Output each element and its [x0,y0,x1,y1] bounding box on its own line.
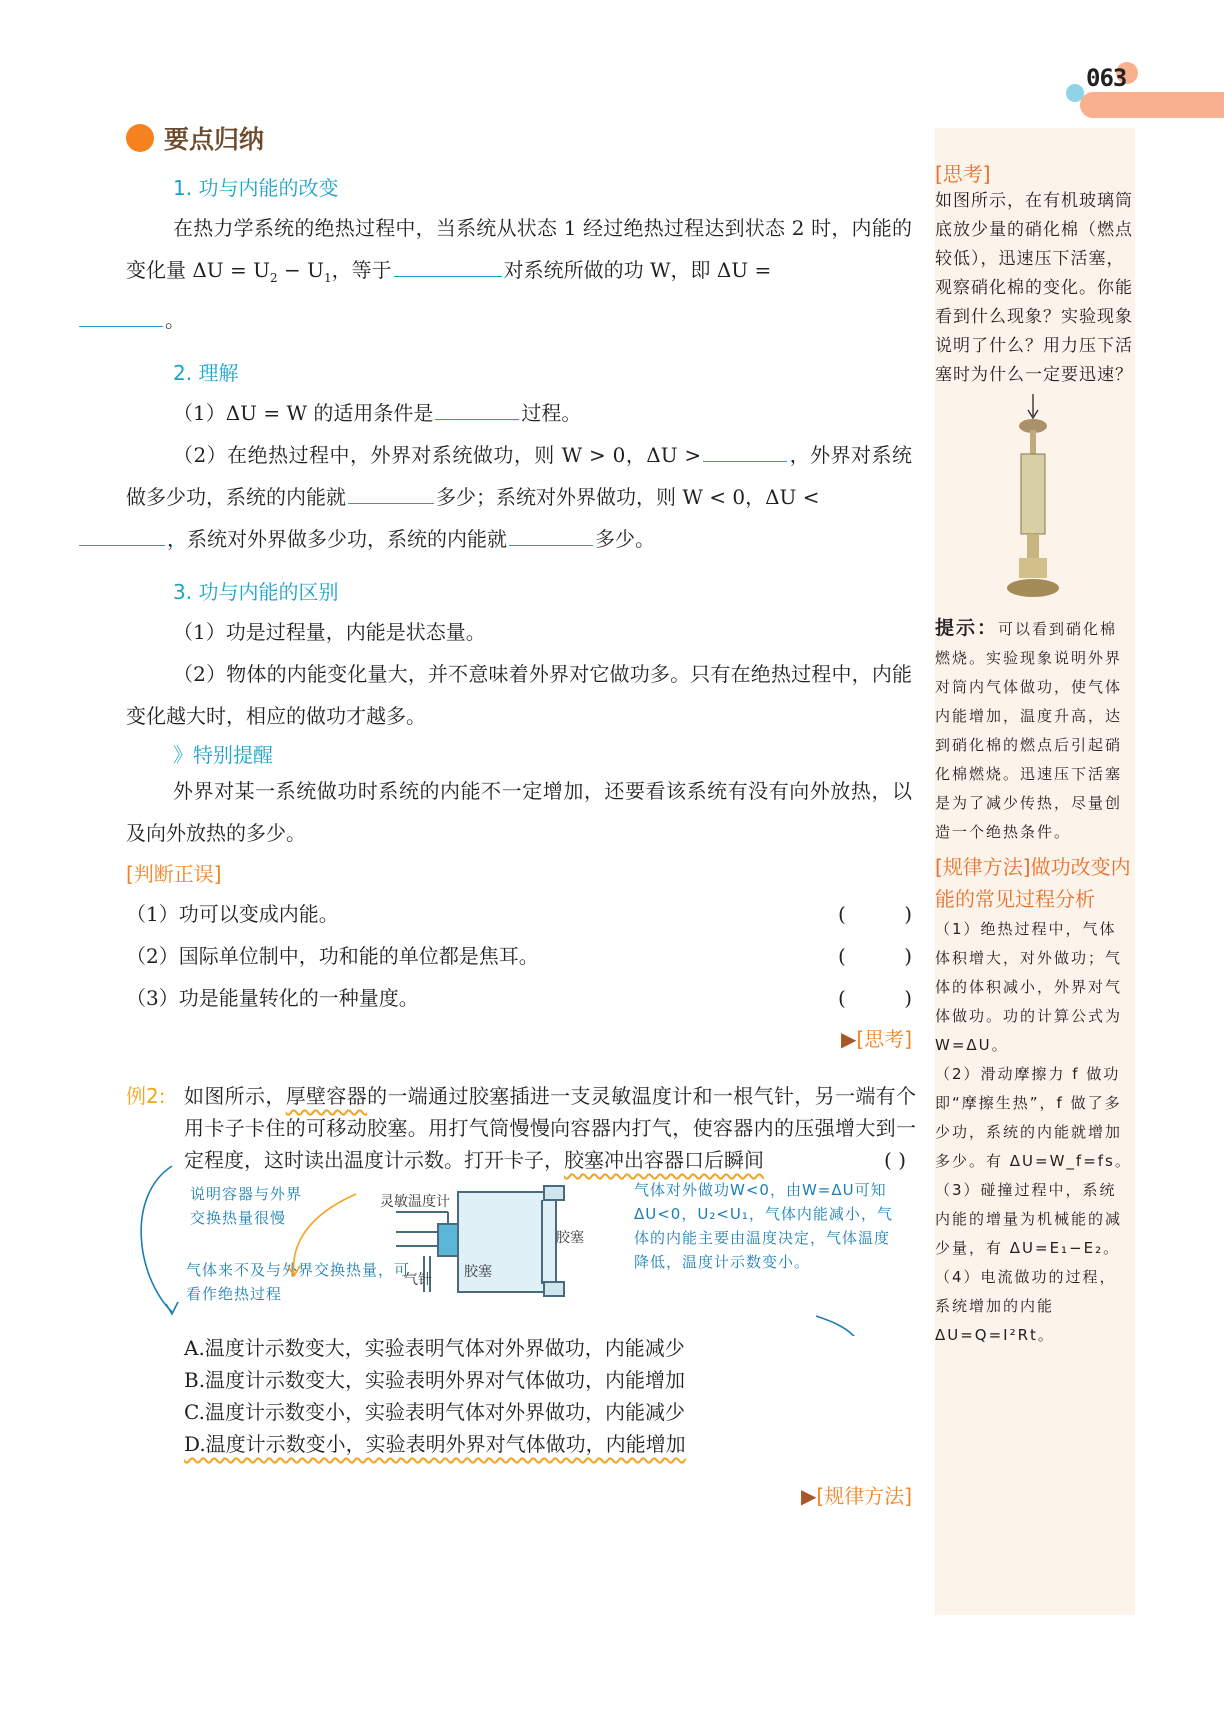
example-question: 如图所示，厚壁容器的一端通过胶塞插进一支灵敏温度计和一根气针，另一端有个用卡子卡住的可移动胶塞。用打气筒慢慢向容器内打气，使容器内的压强增大到一定程度，这时读出温度计示数。打开卡子，胶塞冲出容器口后瞬间 ( ) [184,1080,916,1176]
main-content [126,120,912,1052]
understanding-line-2: （2）在绝热过程中，外界对系统做功，则 W > 0，ΔU > ，外界对系统做多少功，系统的内能就 多少；系统对外界做功，则 W < 0，ΔU < ，系统对外界做多少功，系统的内能就 多少。 [126,434,912,560]
fill-blank[interactable] [703,460,787,462]
play-triangle-icon: ▶ [841,1027,857,1051]
sidebar-rule-item: （1）绝热过程中，气体体积增大，对外做功；气体的体积减小，外界对气体做功。功的计算公式为 W=ΔU。 [935,920,1123,1054]
play-triangle-icon: ▶ [801,1484,817,1508]
judge-item: （1）功可以变成内能。 ( ) [126,893,912,935]
judge-item: （3）功是能量转化的一种量度。 ( ) [126,977,912,1019]
container-diagram [366,1184,596,1304]
understanding-line-1: （1）ΔU = W 的适用条件是 过程。 [173,401,582,425]
fire-syringe-illustration [935,390,1133,610]
sidebar-rule-item: （2）滑动摩擦力 f 做功即“摩擦生热”，f 做了多少功，系统的内能就增加多少。有 ΔU=W_f=fs。 [935,1065,1132,1170]
difference-line-1: （1）功是过程量，内能是状态量。 [173,620,486,644]
sidebar-rule-item: （3）碰撞过程中，系统内能的增量为机械能的减少量，有 ΔU=E₁−E₂。 [935,1181,1123,1257]
fill-blank[interactable] [435,418,519,420]
sidebar-hint: 提示：可以看到硝化棉燃烧。实验现象说明外界对筒内气体做功，使气体内能增加，温度升高，达到硝化棉的燃点后引起硝化棉燃烧。迅速压下活塞是为了减少传热，尽量创造一个绝热条件。 [935,617,1123,841]
label-thermometer: 灵敏温度计 [380,1194,450,1210]
subheading-3: 3. 功与内能的区别 [173,580,339,604]
sidebar-rule-item: （4）电流做功的过程，系统增加的内能 ΔU=Q=I²Rt。 [935,1268,1117,1344]
note-right: 气体对外做功W<0，由W=ΔU可知ΔU<0，U₂<U₁，气体内能减小，气体的内能主要由温度决定，气体温度降低，温度计示数变小。 [634,1181,893,1271]
answer-paren[interactable]: ( ) [884,1148,906,1172]
bullet-dot-icon [126,124,154,152]
special-reminder-text: 外界对某一系统做功时系统的内能不一定增加，还要看该系统有没有向外放热，以及向外放热的多少。 [126,779,912,845]
label-needle: 气针 [404,1272,432,1288]
option-b[interactable]: B.温度计示数变大，实验表明外界对气体做功，内能增加 [184,1368,686,1392]
fill-blank[interactable] [79,325,163,327]
example-label: 例2: [126,1084,166,1108]
label-stopper-right: 胶塞 [556,1230,584,1246]
label-stopper-left: 胶塞 [464,1264,492,1280]
fill-blank[interactable] [394,275,502,277]
judge-item: （2）国际单位制中，功和能的单位都是焦耳。 ( ) [126,935,912,977]
example-block [126,1080,916,1512]
sidebar-rule-title: [规律方法]做功改变内能的常见过程分析 [935,855,1131,911]
sidebar-panel [935,128,1135,1615]
option-d[interactable]: D.温度计示数变小，实验表明外界对气体做功，内能增加 [184,1432,686,1456]
section-title: 要点归纳 [164,125,265,154]
note-left-1: 说明容器与外界交换热量很慢 [190,1185,303,1227]
answer-paren[interactable]: ( ) [838,902,912,926]
page-badge-dot-blue [1066,84,1084,102]
subheading-1: 1. 功与内能的改变 [173,176,339,200]
judge-title: [判断正误] [126,862,222,886]
fill-blank[interactable] [79,544,165,546]
example-figure-area [126,1176,916,1326]
options-list [184,1332,916,1460]
subheading-2: 2. 理解 [173,361,239,385]
section-heading [126,120,912,156]
note-left-2: 气体来不及与外界交换热量，可看作绝热过程 [186,1261,411,1303]
rule-method-link[interactable]: ▶[规律方法] [801,1484,912,1508]
difference-line-2: （2）物体的内能变化量大，并不意味着外界对它做功多。只有在绝热过程中，内能变化越大时，相应的做功才越多。 [126,662,912,728]
fill-blank[interactable] [348,502,434,504]
answer-paren[interactable]: ( ) [838,986,912,1010]
special-reminder-title: 》特别提醒 [173,743,273,767]
answer-paren[interactable]: ( ) [838,944,912,968]
paragraph-work-internal-energy: 在热力学系统的绝热过程中，当系统从状态 1 经过绝热过程达到状态 2 时，内能的变化量 $\Delta U = U_2 - U_1$，等于 对系统所做的功 W，即 ΔU = 。 [126,207,912,341]
option-a[interactable]: A.温度计示数变大，实验表明气体对外界做功，内能减少 [184,1336,685,1360]
sidebar-think-text: 如图所示，在有机玻璃筒底放少量的硝化棉（燃点较低），迅速压下活塞，观察硝化棉的变化。你能看到什么现象？实验现象说明了什么？用力压下活塞时为什么一定要迅速？ [935,191,1133,385]
think-link[interactable]: ▶[思考] [841,1027,912,1051]
fill-blank[interactable] [509,544,593,546]
option-c[interactable]: C.温度计示数变小，实验表明气体对外界做功，内能减少 [184,1400,685,1424]
page-number: 063 [1086,64,1127,92]
sidebar-think-title: [思考] [935,162,991,186]
page-badge-bar [1080,92,1224,118]
